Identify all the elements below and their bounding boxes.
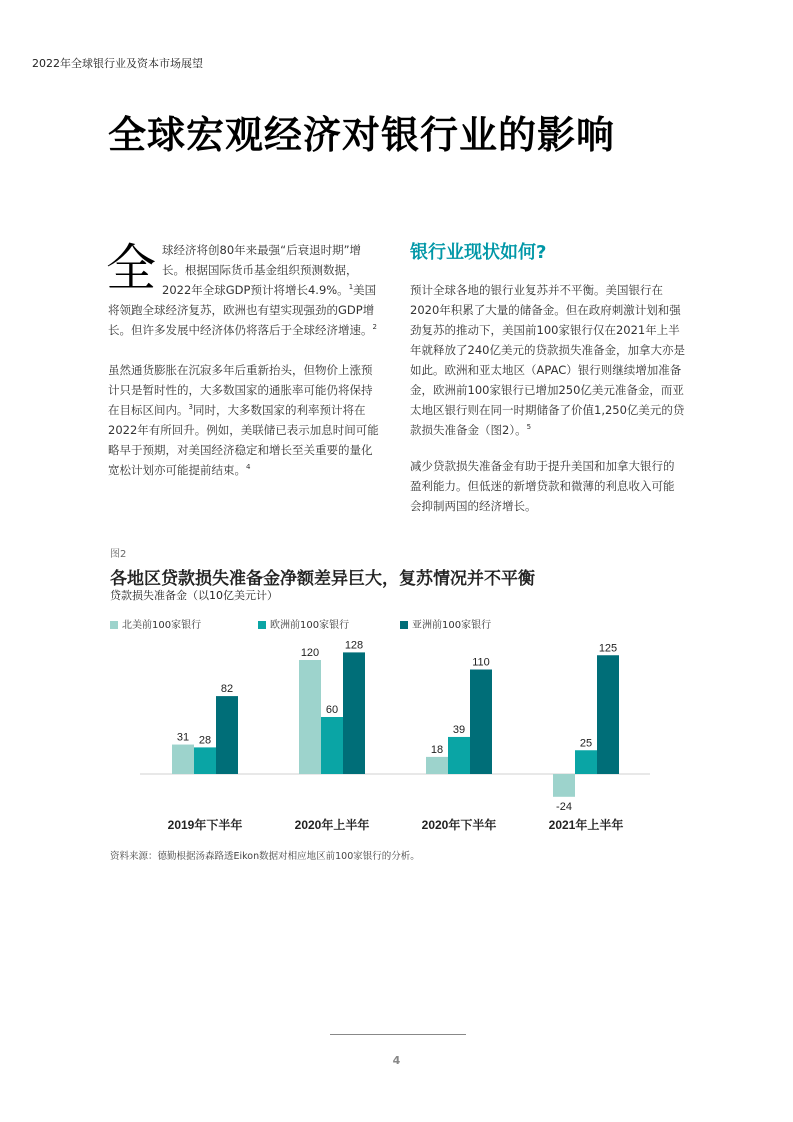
footer-divider	[330, 1034, 466, 1035]
legend-label-asia: 亚洲前100家银行	[412, 620, 492, 631]
bar-north-america	[426, 757, 448, 774]
bar-asia	[343, 652, 365, 774]
inflation-paragraph	[108, 356, 380, 480]
footnote-ref-4: 4	[246, 463, 251, 472]
profitability-paragraph: 减少贷款损失准备金有助于提升美国和加拿大银行的盈利能力。但低迷的新增贷款和微薄的利息收入可能会抑制两国的经济增长。	[410, 459, 675, 513]
bar-europe	[194, 747, 216, 774]
x-tick-label: 2020年上半年	[294, 818, 370, 832]
data-label: 125	[598, 642, 618, 655]
bar-asia	[470, 670, 492, 775]
banking-status-paragraph	[410, 280, 685, 440]
left-column	[108, 240, 380, 496]
data-label: 120	[300, 647, 320, 659]
banking-status-text: 预计全球各地的银行业复苏并不平衡。美国银行在2020年积累了大量的储备金。但在政府刺激计划和强劲复苏的推动下，美国前100家银行仅在2021年上半年就释放了240亿美元的贷款损失准备金，加拿大亦是如此。欧洲和亚太地区（APAC）银行则继续增加准备金，欧洲前100家银行已增加250亿美元准备金，而亚太地区银行则在同一时期储备了价值1,250亿美元的贷款损失准备金（图2）。	[410, 283, 685, 437]
legend-item-europe	[258, 616, 349, 631]
bar-north-america	[172, 745, 194, 774]
intro-paragraph	[108, 240, 380, 340]
legend-label-europe: 欧洲前100家银行	[270, 620, 350, 631]
data-label: 60	[325, 704, 339, 716]
legend-swatch-north-america	[110, 621, 118, 629]
data-label: 25	[579, 737, 593, 750]
legend-item-north-america	[110, 616, 201, 631]
page-number: 4	[392, 1054, 401, 1067]
x-tick-label: 2020年下半年	[421, 818, 497, 832]
figure-subtitle: 贷款损失准备金（以10亿美元计）	[110, 589, 278, 602]
data-label: 39	[452, 723, 466, 736]
data-label: -24	[556, 800, 572, 813]
x-tick-label: 2021年上半年	[548, 818, 624, 832]
page-title: 全球宏观经济对银行业的影响	[108, 113, 616, 157]
figure-source: 资料来源：德勤根据汤森路透Eikon数据对相应地区前100家银行的分析。	[110, 851, 420, 862]
legend-label-north-america: 北美前100家银行	[122, 620, 202, 631]
bar-north-america	[299, 660, 321, 774]
footnote-ref-5: 5	[526, 423, 532, 432]
report-header: 2022年全球银行业及资本市场展望	[32, 57, 203, 70]
data-label: 18	[430, 743, 444, 756]
footnote-ref-3: 3	[188, 403, 193, 412]
bar-asia	[597, 655, 619, 774]
dropcap: 全	[106, 239, 156, 297]
intro-text: 球经济将创80年来最强“后衰退时期”增长。根据国际货币基金组织预测数据，2022年全球GDP预计将增长4.9%。	[162, 243, 362, 297]
data-label: 31	[176, 731, 190, 744]
data-label: 82	[220, 683, 234, 696]
bar-europe	[575, 750, 597, 774]
bar-north-america	[553, 774, 575, 797]
data-label: 128	[344, 639, 364, 652]
legend-swatch-asia	[400, 621, 408, 629]
data-label: 110	[472, 656, 490, 669]
figure-title: 各地区贷款损失准备金净额差异巨大，复苏情况并不平衡	[110, 569, 535, 589]
right-column	[410, 240, 685, 532]
data-label: 28	[198, 734, 212, 747]
legend-swatch-europe	[258, 621, 266, 629]
intro-text-2: 美国将领跑全球经济复苏，欧洲也有望实现强劲的GDP增长。但许多发展中经济体仍将落后于全球经济增速。	[108, 283, 377, 337]
bar-asia	[216, 696, 238, 774]
figure-label: 图2	[110, 549, 127, 560]
inflation-text-b: 同时，大多数国家的利率预计将在2022年有所回升。例如，美联储已表示加息时间可能略早于预期，对美国经济稳定和增长至关重要的量化宽松计划亦可能提前结束。	[108, 403, 379, 477]
legend-item-asia	[400, 616, 491, 631]
bar-europe	[321, 717, 343, 774]
inflation-text-a: 虽然通货膨胀在沉寂多年后重新抬头，但物价上涨预计只是暂时性的，大多数国家的通胀率可能仍将保持在目标区间内。	[108, 363, 373, 417]
x-tick-label: 2019年下半年	[167, 818, 243, 832]
footnote-ref-2: 2	[372, 323, 377, 332]
section-heading: 银行业现状如何?	[410, 242, 547, 263]
footnote-ref-1: 1	[348, 283, 354, 292]
bar-chart	[110, 630, 670, 840]
bar-europe	[448, 737, 470, 774]
